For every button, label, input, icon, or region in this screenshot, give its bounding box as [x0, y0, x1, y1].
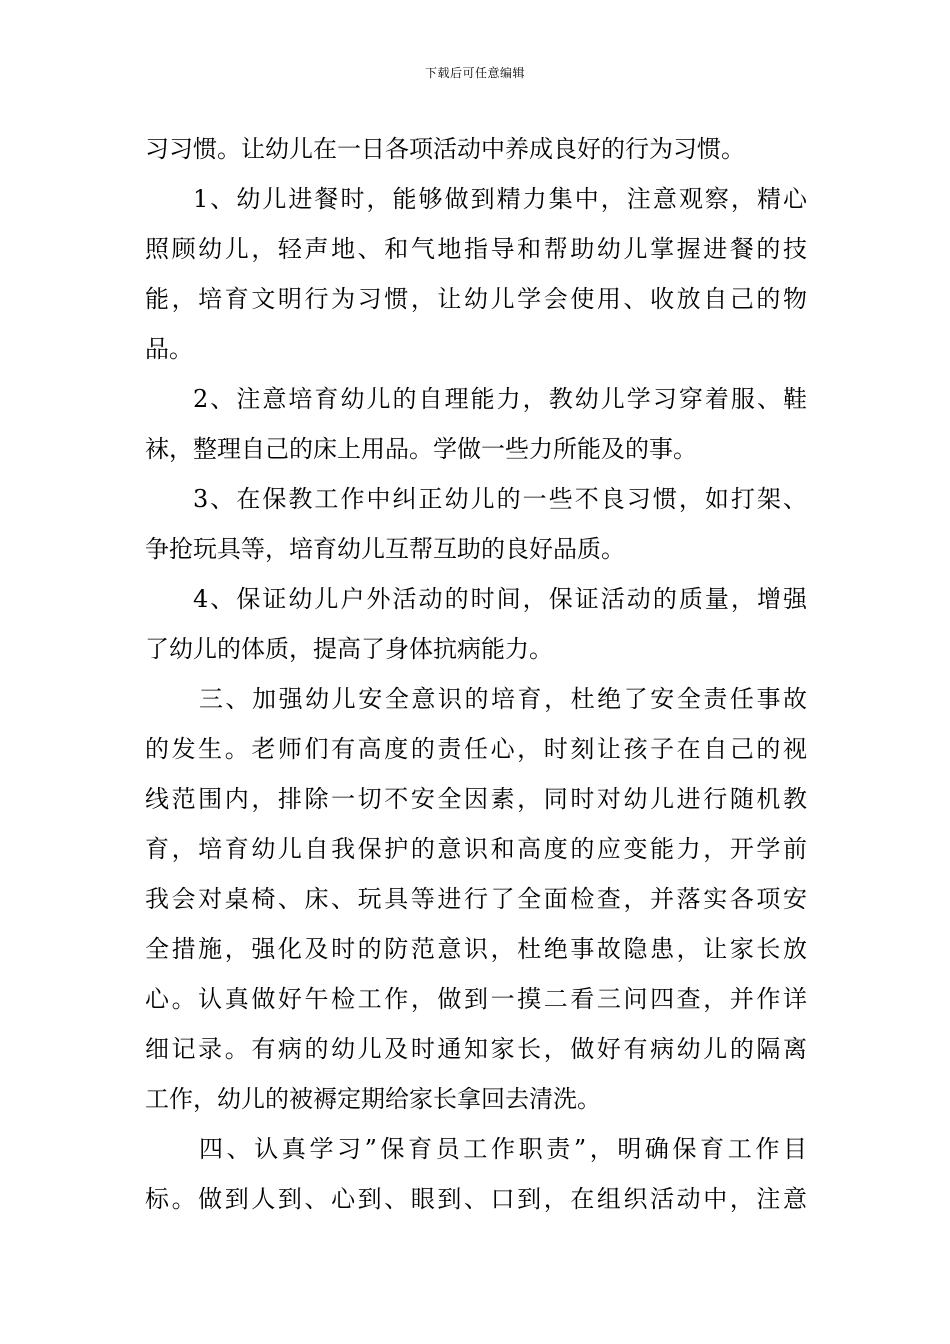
page-header: 下载后可任意编辑 — [424, 66, 525, 80]
text-line: 心。认真做好午检工作，做到一摸二看三问四查，并作详 — [145, 985, 807, 1013]
text-line: 1、幼儿进餐时，能够做到精力集中，注意观察，精心 — [193, 185, 807, 213]
text-line: 标。做到人到、心到、眼到、口到，在组织活动中，注意 — [145, 1185, 807, 1213]
text-line: 争抢玩具等，培育幼儿互帮互助的良好品质。 — [145, 535, 625, 563]
text-line: 四、认真学习”保育员工作职责”，明确保育工作目 — [199, 1135, 807, 1163]
text-line: 4、保证幼儿户外活动的时间，保证活动的质量，增强 — [193, 585, 807, 613]
text-line: 品。 — [145, 335, 193, 363]
text-line: 全措施，强化及时的防范意识，杜绝事故隐患，让家长放 — [145, 935, 807, 963]
text-line: 能，培育文明行为习惯，让幼儿学会使用、收放自己的物 — [145, 285, 807, 313]
text-line: 工作，幼儿的被褥定期给家长拿回去清洗。 — [145, 1085, 601, 1113]
text-line: 育，培育幼儿自我保护的意识和高度的应变能力，开学前 — [145, 835, 807, 863]
text-line: 细记录。有病的幼儿及时通知家长，做好有病幼儿的隔离 — [145, 1035, 807, 1063]
text-line: 袜，整理自己的床上用品。学做一些力所能及的事。 — [145, 435, 697, 463]
text-line: 了幼儿的体质，提高了身体抗病能力。 — [145, 635, 553, 663]
text-line: 线范围内，排除一切不安全因素，同时对幼儿进行随机教 — [145, 785, 807, 813]
text-line: 的发生。老师们有高度的责任心，时刻让孩子在自己的视 — [145, 735, 807, 763]
text-line: 习习惯。让幼儿在一日各项活动中养成良好的行为习惯。 — [145, 135, 745, 163]
text-line: 我会对桌椅、床、玩具等进行了全面检查，并落实各项安 — [145, 885, 807, 913]
text-line: 3、在保教工作中纠正幼儿的一些不良习惯，如打架、 — [193, 485, 807, 513]
body-text — [145, 124, 807, 1224]
text-line: 照顾幼儿，轻声地、和气地指导和帮助幼儿掌握进餐的技 — [145, 235, 807, 263]
text-line: 2、注意培育幼儿的自理能力，教幼儿学习穿着服、鞋 — [193, 385, 807, 413]
text-line: 三、加强幼儿安全意识的培育，杜绝了安全责任事故 — [199, 685, 807, 713]
